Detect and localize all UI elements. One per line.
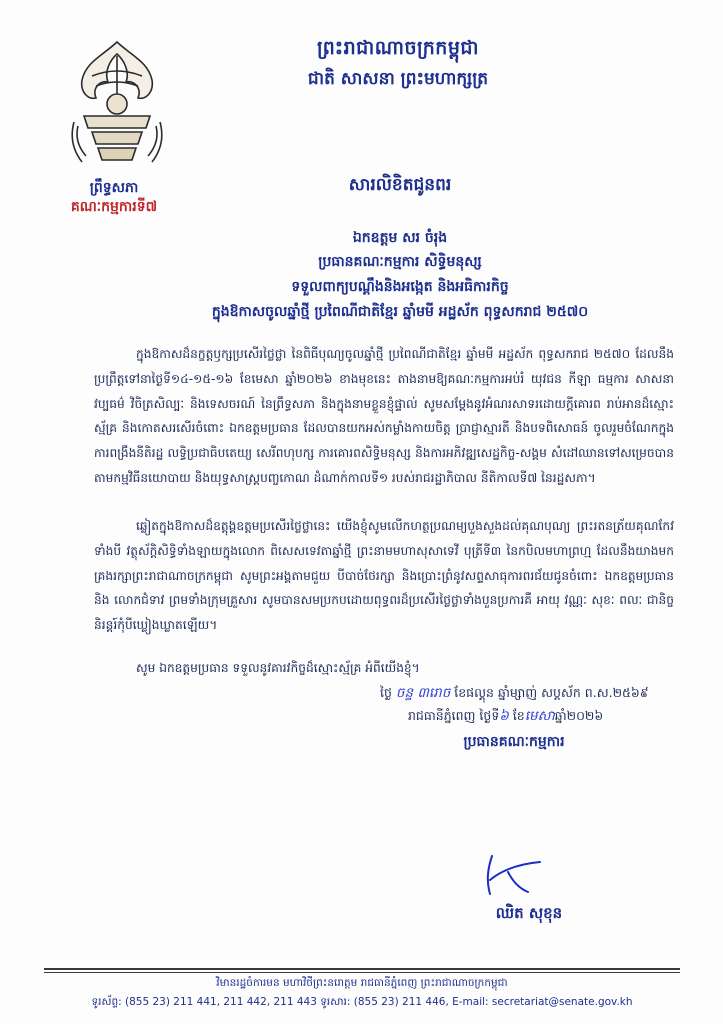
- addressee-name: ឯកឧត្តម សរ ចំរុង: [352, 230, 448, 246]
- committee-name: គណៈកម្មការទី៧: [70, 199, 158, 215]
- signatory-name: ឈិត សុខុន: [495, 904, 563, 922]
- month-prefix: ខែ: [512, 708, 525, 723]
- footer-address: វិមានរដ្ឋចំការមន មហាវិថីព្រះនរោត្តម រាជធានីភ្នំពេញ ព្រះរាជាណាចក្រកម្ពុជា: [216, 977, 508, 989]
- lunar-date-line: [380, 684, 680, 704]
- handwritten-month: មេសា: [524, 708, 555, 724]
- body-paragraph-2: ឆ្លៀតក្នុងឱកាសដ៏ឧត្តុង្គឧត្តមប្រសើរថ្លៃថ្លានេះ យើងខ្ញុំសូមលើកហត្ថប្រណម្យបួងសួងដល់គុណបុណ្យ ព្រះរតនត្រ័យគុណកែវទាំងបី វត្ថុស័ក្តិសិទ្ធិទាំងឡាយក្នុងលោក ពិសេសទេវតាឆ្នាំថ្មី ព្រះនាមមហាសុសាទេវី បុត្រីទី៣ នៃកបិលមហាព្រហ្ម ដែលនឹងយាងមកគ្រងរក្សាព្រះរាជាណាចក្រកម្ពុជា សូមព្រះអង្គតាមជួយ បីបាច់ថែរក្សា និងប្រោះព្រំនូវសព្ទសាធុការពរជ័យជូនចំពោះ ឯកឧត្តមប្រធាន និង លោកជំទាវ ព្រមទាំងក្រុមគ្រួសារ សូមបានសមប្រកបដោយពុទ្ធពរដ៏ប្រសើរថ្លៃថ្លាទាំងបួនប្រការគឺ អាយុ វណ្ណៈ សុខៈ ពលៈ ជានិច្ចនិរន្តរ៍កុំបីឃ្លៀងឃ្លាតឡើយ។: [94, 519, 674, 633]
- body-paragraph-1: ក្នុងឱកាសដ៏នក្ខត្តឫក្សប្រសើរថ្លៃថ្លា នៃពិធីបុណ្យចូលឆ្នាំថ្មី ប្រពៃណីជាតិខ្មែរ ឆ្នាំមមី អដ្ឋស័ក ពុទ្ធសករាជ ២៥៧០ ដែលនឹងប្រព្រឹត្តទៅនាថ្ងៃទី១៤-១៥-១៦ ខែមេសា ឆ្នាំ២០២៦ ខាងមុខនេះ តាងនាមឱ្យគណៈកម្មការអប់រំ យុវជន កីឡា ធម្មការ សាសនា វប្បធម៌ វិចិត្រសិល្បៈ និងទេសចរណ៍ នៃព្រឹទ្ធសភា និងក្នុងនាមខ្លួនខ្ញុំផ្ទាល់ សូមសម្តែងនូវអំណរសាទរដោយក្តីគោរព រាប់អានដ៏ស្មោះស្ម័គ្រ និងកោតសរសើរចំពោះ ឯកឧត្តមប្រធាន ដែលបានយកអស់កម្លាំងកាយចិត្ត ប្រាជ្ញាស្មារតី និងបទពិសោធន៍ ចូលរួមចំណែកក្នុងការពង្រឹងនីតិរដ្ឋ លទ្ធិប្រជាធិបតេយ្យ សេរីពហុបក្ស ការគោរពសិទ្ធិមនុស្ស និងការអភិវឌ្ឍសេដ្ឋកិច្ច-សង្គម សំដៅឈានទៅសម្រេចបានតាមកម្មវិធីនយោបាយ និងយុទ្ធសាស្ត្របញ្ចកោណ ដំណាក់កាលទី១ របស់រាជរដ្ឋាភិបាល នីតិកាលទី៧ នៃរដ្ឋសភា។: [94, 347, 674, 485]
- footer-contact: ទូរស័ព្ទ: (855 23) 211 441, 211 442, 211 443 ទូរសារ: (855 23) 211 446, E-mail: secretariat@senate.gov.kh: [91, 996, 633, 1008]
- national-motto: ជាតិ សាសនា ព្រះមហាក្សត្រ: [307, 69, 489, 89]
- senate-emblem-logo: [62, 36, 172, 171]
- year: ឆ្នាំ២០២៦: [554, 708, 604, 723]
- letter-title: សារលិខិតជូនពរ: [348, 175, 452, 195]
- closing-line: សូម ឯកឧត្តមប្រធាន ទទួលនូវគារវកិច្ចដ៏ស្មោះស្ម័គ្រ អំពីយើងខ្ញុំ។: [136, 661, 420, 675]
- footer-divider: [44, 968, 680, 970]
- lunar-year: ឆ្នាំម្សាញ់ សប្តស័ក ព.ស.២៥៦៩: [497, 685, 649, 700]
- footer-divider-thin: [44, 972, 680, 973]
- handwritten-signature: [478, 850, 548, 905]
- occasion-line: ក្នុងឱកាសចូលឆ្នាំថ្មី ប្រពៃណីជាតិខ្មែរ ឆ្នាំមមី អដ្ឋស័ក ពុទ្ធសករាជ ២៥៧០: [211, 304, 589, 320]
- addressee-position: ប្រធានគណៈកម្មការ សិទ្ធិមនុស្ស: [318, 254, 482, 270]
- handwritten-lunar-day: ចន្ទ ៣រោច: [395, 685, 451, 701]
- handwritten-day: ៦: [499, 708, 509, 724]
- lunar-month: ខែផល្គុន: [454, 685, 494, 700]
- addressee-position-cont: ទទួលពាក្យបណ្តឹងនិងអង្កេត និងអធិការកិច្ច: [291, 279, 509, 295]
- place-date-line: [408, 707, 678, 727]
- senate-name: ព្រឹទ្ធសភា: [89, 180, 139, 196]
- kingdom-heading: ព្រះរាជាណាចក្រកម្ពុជា: [317, 37, 479, 59]
- signatory-title: ប្រធានគណៈកម្មការ: [463, 734, 565, 750]
- lunar-date-prefix: ថ្ងៃ: [380, 685, 392, 700]
- place-date-prefix: រាជធានីភ្នំពេញ ថ្ងៃទី: [408, 708, 500, 723]
